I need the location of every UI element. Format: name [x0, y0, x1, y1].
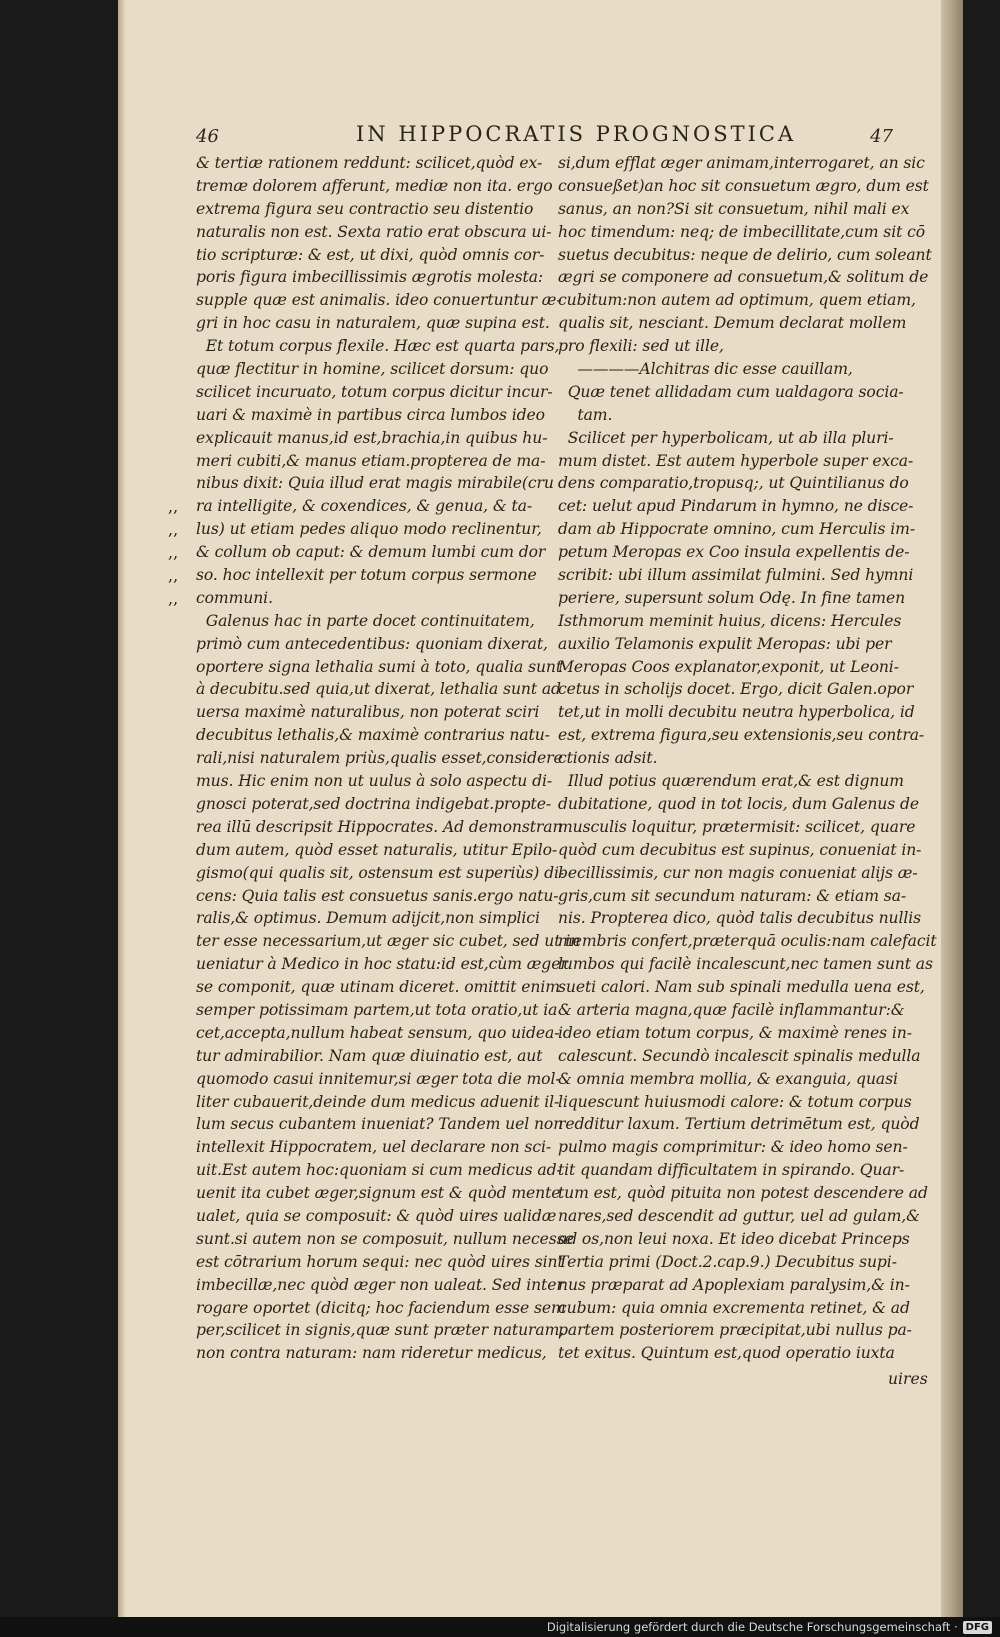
text-line: dens comparatio,tropusq;, ut Quintilianus do — [558, 474, 909, 493]
text-line: & tertiæ rationem reddunt: scilicet,quòd ex- — [196, 154, 543, 172]
text-line: Galenus hac in parte docet continuitatem, — [196, 611, 535, 630]
text-line: tet,ut in molli decubitu neutra hyperbolica, id — [558, 703, 915, 722]
text-line: uit.Est autem hoc:quoniam si cum medicus ad- — [196, 1161, 562, 1180]
text-line: primò cum antecedentibus: quoniam dixerat, — [196, 634, 548, 653]
text-line: musculis loquitur, prætermisit: scilicet, quare — [558, 817, 916, 836]
text-line: quomodo casui innitemur,si æger tota die mol- — [196, 1069, 561, 1088]
text-line: calescunt. Secundò incalescit spinalis medulla — [558, 1046, 921, 1065]
text-line: & arteria magna,quæ facilè inflammantur:& — [558, 1000, 905, 1019]
text-line: poris figura imbecillissimis ægrotis molesta: — [196, 268, 544, 287]
text-line: extrema figura seu contractio seu distentio — [196, 199, 534, 218]
text-line: mus. Hic enim non ut uulus à solo aspectu di- — [196, 772, 553, 791]
text-line: mum distet. Est autem hyperbole super exca- — [558, 451, 914, 470]
text-line: suetus decubitus: neque de delirio, cum soleant — [558, 245, 932, 264]
text-line: auxilio Telamonis expulit Meropas: ubi per — [558, 634, 892, 653]
text-line: tit quandam difficultatem in spirando. Quar- — [558, 1161, 905, 1180]
text-line: uenit ita cubet æger,signum est & quòd mente — [196, 1184, 561, 1203]
text-line: ra intelligite, & coxendices, & genua, & ta- — [196, 497, 533, 516]
text-line: tio scripturæ: & est, ut dixi, quòd omnis cor- — [196, 245, 545, 264]
text-line: explicauit manus,id est,brachia,in quibus hu- — [196, 428, 548, 447]
text-line: Illud potius quærendum erat,& est dignum — [558, 772, 904, 791]
text-line: tur admirabilior. Nam quæ diuinatio est, aut — [196, 1046, 543, 1065]
text-line: supple quæ est animalis. ideo conuertuntur æ- — [196, 291, 562, 310]
text-line: ctionis adsit. — [558, 749, 658, 768]
text-line: gismo(qui qualis sit, ostensum est superiùs) di- — [196, 863, 565, 882]
text-line: si,dum efflat æger animam,interrogaret, an sic — [558, 154, 925, 172]
text-line: & omnia membra mollia, & exanguia, quasi — [558, 1069, 898, 1088]
text-line: scribit: ubi illum assimilat fulmini. Sed hymni — [558, 566, 914, 585]
text-line: dam ab Hippocrate omnino, cum Herculis im- — [558, 520, 916, 539]
text-line: ralis,& optimus. Demum adijcit,non simplici — [196, 909, 540, 928]
page-number-right: 47 — [870, 126, 893, 147]
text-line: sunt.si autem non se composuit, nullum necesse — [196, 1229, 574, 1248]
text-line: communi. — [196, 588, 273, 607]
text-line: rogare oportet (dicitq; hoc faciendum esse sem — [196, 1298, 566, 1317]
text-line: meri cubiti,& manus etiam.propterea de ma- — [196, 451, 546, 470]
text-line: uersa maximè naturalibus, non poterat sciri — [196, 703, 540, 722]
margin-mark: ,, — [168, 565, 179, 585]
text-line: dum autem, quòd esset naturalis, utitur Epilo- — [196, 840, 558, 859]
text-line: sueti calori. Nam sub spinali medulla uena est, — [558, 978, 925, 997]
text-line: ægri se componere ad consuetum,& solitum de — [558, 268, 929, 287]
text-line: Scilicet per hyperbolicam, ut ab illa pluri- — [558, 428, 894, 447]
text-line: cubum: quia omnia excrementa retinet, & ad — [558, 1298, 910, 1317]
text-line: nus præparat ad Apoplexiam paralysim,& in- — [558, 1275, 910, 1294]
text-line: sanus, an non?Si sit consuetum, nihil mali ex — [558, 199, 910, 218]
text-line: pulmo magis comprimitur: & ideo homo sen- — [558, 1138, 908, 1157]
margin-mark: ,, — [168, 497, 179, 516]
margin-quote-marks — [168, 496, 188, 610]
catchword: uires — [888, 1370, 928, 1388]
text-line: intellexit Hippocratem, uel declarare non sci- — [196, 1138, 552, 1157]
text-line: qualis sit, nesciant. Demum declarat mollem — [558, 314, 907, 333]
text-line: cubitum:non autem ad optimum, quem etiam, — [558, 291, 916, 310]
footer-bar — [0, 1617, 1000, 1637]
text-line: oportere signa lethalia sumi à toto, qualia sunt — [196, 657, 563, 676]
text-line: quòd cum decubitus est supinus, conueniat in- — [558, 840, 922, 859]
text-line: est, extrema figura,seu extensionis,seu contra- — [558, 726, 925, 745]
text-line: cet: uelut apud Pindarum in hymno, ne disce- — [558, 497, 914, 516]
margin-mark: ,, — [168, 588, 179, 608]
margin-mark: ,, — [168, 519, 179, 539]
text-line: gris,cum sit secundum naturam: & etiam sa- — [558, 886, 907, 905]
text-line: à decubitu.sed quia,ut dixerat, lethalia sunt ad — [196, 680, 561, 699]
text-line: est cōtrarium horum sequi: nec quòd uires sint — [196, 1252, 564, 1271]
text-line: hoc timendum: neq; de imbecillitate,cum sit cō — [558, 222, 926, 241]
text-line: Quæ tenet allidadam cum ualdagora socia- — [558, 382, 904, 401]
text-line: ualet, quia se composuit: & quòd uires ualidæ — [196, 1206, 557, 1225]
text-line: decubitus lethalis,& maximè contrarius natu- — [196, 726, 550, 745]
text-line: tremæ dolorem afferunt, mediæ non ita. ergo — [196, 176, 553, 195]
left-text-column — [196, 152, 616, 1365]
text-line: imbecillæ,nec quòd æger non ualeat. Sed inter — [196, 1275, 564, 1294]
text-line: cetus in scholijs docet. Ergo, dicit Galen.opor — [558, 680, 914, 699]
text-line: redditur laxum. Tertium detrimētum est, quòd — [558, 1115, 920, 1134]
text-line: dubitatione, quod in tot locis, dum Galenus de — [558, 794, 920, 813]
text-line: so. hoc intellexit per totum corpus sermone — [196, 566, 537, 585]
dfg-logo-icon: DFG — [963, 1621, 992, 1634]
text-line: naturalis non est. Sexta ratio erat obscura ui- — [196, 222, 552, 241]
text-line: Isthmorum meminit huius, dicens: Hercules — [558, 611, 902, 630]
text-line: membris confert,præterquā oculis:nam calefacit — [558, 932, 937, 951]
text-line: periere, supersunt solum Odę. In fine tamen — [558, 588, 906, 607]
text-line: per,scilicet in signis,quæ sunt præter naturam, — [196, 1321, 565, 1340]
running-head — [196, 122, 923, 148]
text-line: quæ flectitur in homine, scilicet dorsum: quo — [196, 360, 549, 379]
text-line: liquescunt huiusmodi calore: & totum corpus — [558, 1092, 912, 1111]
text-line: tet exitus. Quintum est,quod operatio iuxta — [558, 1344, 895, 1363]
text-line: Et totum corpus flexile. Hæc est quarta pars, — [196, 337, 560, 356]
text-line: rali,nisi naturalem priùs,qualis esset,considere — [196, 749, 563, 768]
text-line: cens: Quia talis est consuetus sanis.ergo natu- — [196, 886, 559, 905]
text-line: gnosci poterat,sed doctrina indigebat.propte- — [196, 794, 551, 813]
text-line: nares,sed descendit ad guttur, uel ad gulam,& — [558, 1206, 920, 1225]
text-line: uari & maximè in partibus circa lumbos ideo — [196, 405, 545, 424]
text-line: ————Alchitras dic esse cauillam, — [558, 360, 853, 379]
right-text-column — [558, 152, 958, 1365]
text-line: petum Meropas ex Coo insula expellentis de- — [558, 543, 910, 562]
text-line: cet,accepta,nullum habeat sensum, quo uidea- — [196, 1023, 560, 1042]
running-title: IN HIPPOCRATIS PROGNOSTICA — [356, 122, 797, 146]
text-line: ter esse necessarium,ut æger sic cubet, sed ut in — [196, 932, 581, 951]
text-line: rea illū descripsit Hippocrates. Ad demonstran — [196, 817, 563, 836]
text-line: ueniatur à Medico in hoc statu:id est,cùm æger — [196, 955, 568, 974]
text-line: non contra naturam: nam rideretur medicus, — [196, 1344, 547, 1363]
text-line: scilicet incuruato, totum corpus dicitur incur- — [196, 382, 553, 401]
text-line: semper potissimam partem,ut tota oratio,ut ia — [196, 1000, 558, 1019]
scanned-page — [118, 0, 963, 1617]
text-line: partem posteriorem præcipitat,ubi nullus pa- — [558, 1321, 912, 1340]
text-line: Tertia primi (Doct.2.cap.9.) Decubitus supi- — [558, 1252, 897, 1271]
footer-credit: Digitalisierung gefördert durch die Deutsche Forschungsgemeinschaft · — [546, 1620, 958, 1634]
text-line: liter cubauerit,deinde dum medicus aduenit il- — [196, 1092, 560, 1111]
text-line: gri in hoc casu in naturalem, quæ supina est. — [196, 314, 550, 333]
text-line: lus) ut etiam pedes aliquo modo reclinentur, — [196, 520, 542, 539]
page-gutter-shadow — [118, 0, 126, 1617]
text-line: nibus dixit: Quia illud erat magis mirabile(cru — [196, 474, 554, 493]
page-number-left: 46 — [196, 126, 219, 147]
text-line: tum est, quòd pituita non potest descendere ad — [558, 1184, 928, 1203]
text-line: Meropas Coos explanator,exponit, ut Leoni- — [558, 657, 899, 676]
margin-mark: ,, — [168, 542, 179, 562]
text-line: becillissimis, cur non magis conueniat alijs æ- — [558, 863, 918, 882]
text-line: & collum ob caput: & demum lumbi cum dor — [196, 543, 546, 562]
text-line: ideo etiam totum corpus, & maximè renes in- — [558, 1023, 912, 1042]
text-line: pro flexili: sed ut ille, — [558, 337, 724, 356]
text-line: lumbos qui facilè incalescunt,nec tamen sunt as — [558, 955, 933, 974]
text-line: nis. Propterea dico, quòd talis decubitus nullis — [558, 909, 922, 928]
text-line: tam. — [558, 405, 613, 424]
text-line: lum secus cubantem inueniat? Tandem uel non — [196, 1115, 564, 1134]
text-line: se componit, quæ utinam diceret. omittit enim — [196, 978, 560, 997]
text-line: consueßet)an hoc sit consuetum ægro, dum est — [558, 176, 929, 195]
text-line: ad os,non leui noxa. Et ideo dicebat Princeps — [558, 1229, 910, 1248]
